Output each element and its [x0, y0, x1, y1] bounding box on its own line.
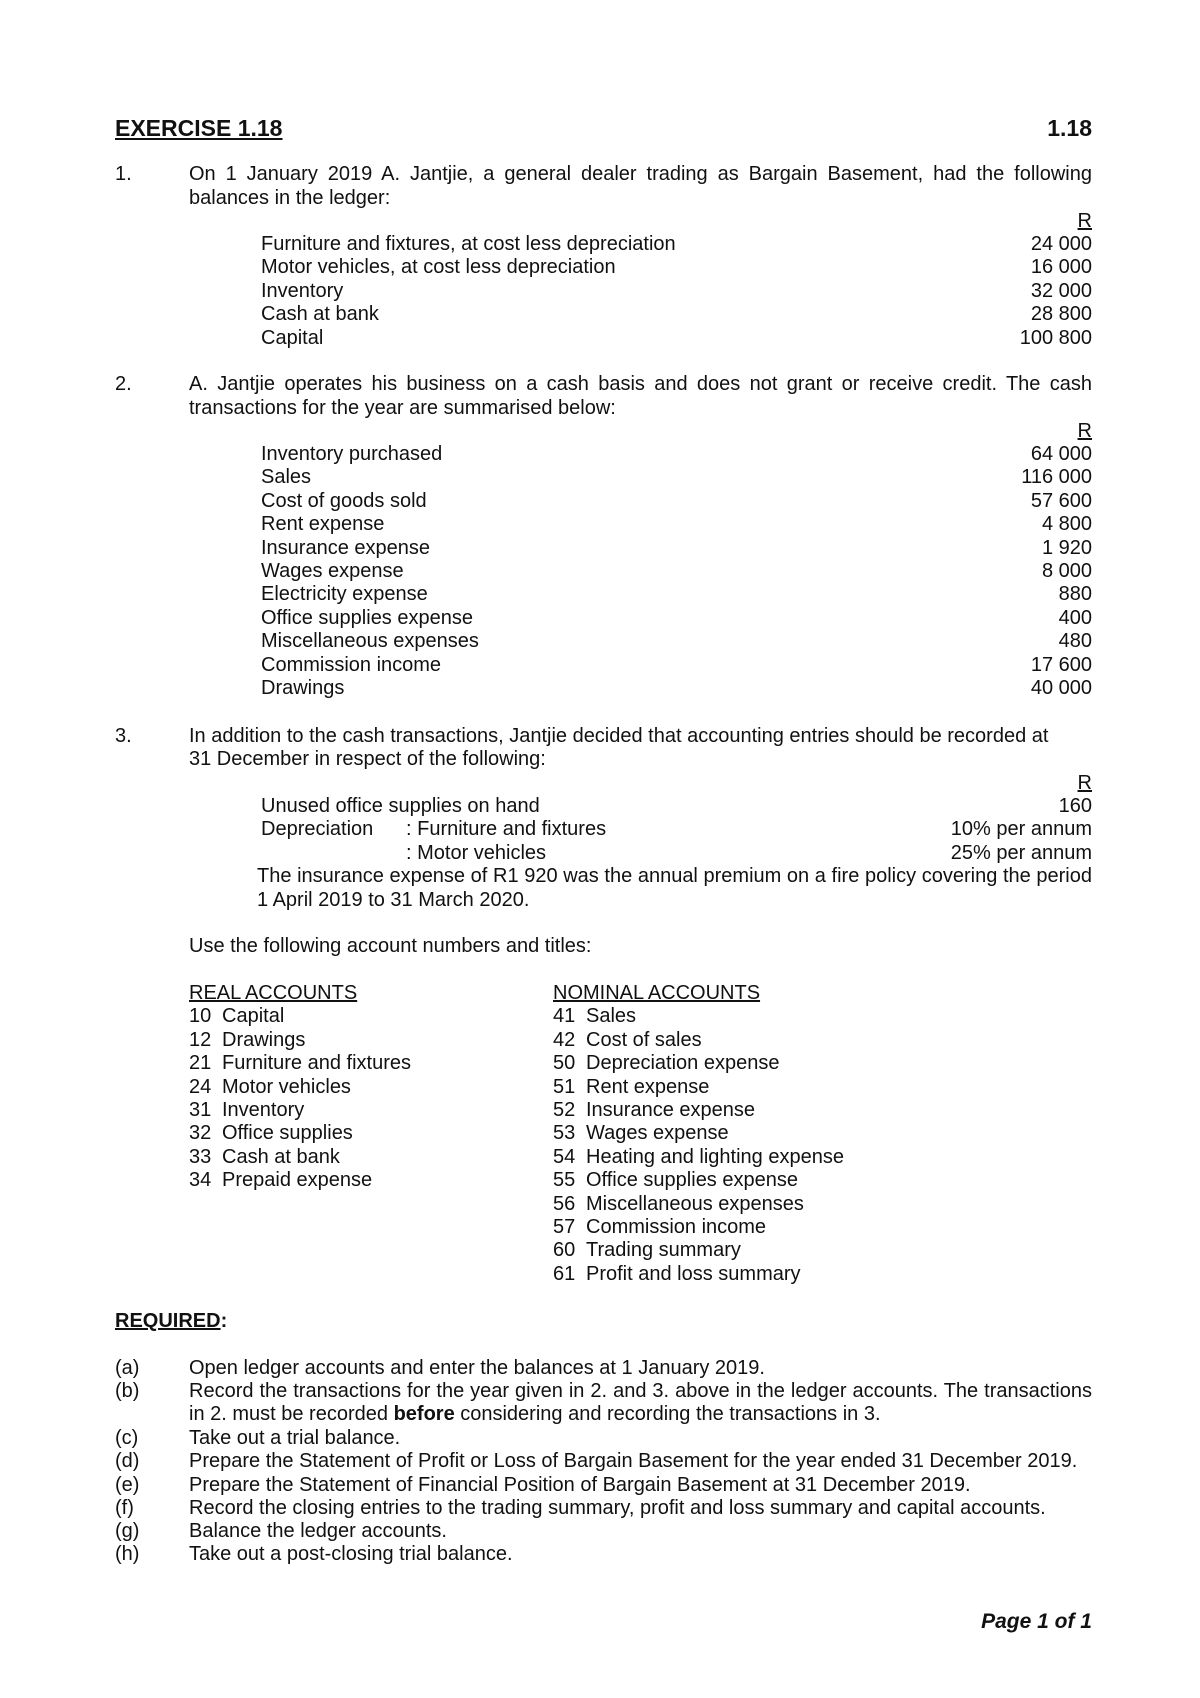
transaction-row: [261, 654, 1092, 678]
transaction-value: 880: [1058, 583, 1092, 606]
nominal-account-item: [553, 1169, 844, 1192]
account-title: Furniture and fixtures: [222, 1052, 411, 1075]
transaction-label: Sales: [261, 466, 312, 489]
nominal-account-item: [553, 1099, 844, 1122]
account-number: 60: [553, 1239, 576, 1262]
balance-row: [261, 303, 1092, 327]
required-item-text: Open ledger accounts and enter the balances at 1 January 2019.: [189, 1357, 765, 1379]
account-title: Sales: [586, 1005, 637, 1028]
transaction-row: [261, 466, 1092, 490]
account-number: 52: [553, 1098, 576, 1121]
balance-value: 24 000: [1030, 233, 1092, 255]
section-1-number: 1.: [115, 163, 132, 185]
required-title: REQUIRED: [115, 1310, 221, 1332]
balance-value: 28 800: [1030, 303, 1092, 326]
required-item-text: Take out a post-closing trial balance.: [189, 1543, 513, 1565]
unused-supplies-label: Unused office supplies on hand: [261, 795, 540, 817]
account-title: Miscellaneous expenses: [586, 1192, 804, 1215]
accounts-intro: Use the following account numbers and titles:: [189, 935, 592, 957]
nominal-account-item: [553, 1052, 844, 1075]
transaction-row: [261, 537, 1092, 561]
account-title: Heating and lighting expense: [586, 1145, 844, 1168]
balance-row: [261, 233, 1092, 257]
account-title: Trading summary: [586, 1239, 741, 1262]
transaction-row: [261, 607, 1092, 631]
nominal-account-item: [553, 1005, 844, 1028]
nominal-accounts-list: [553, 982, 844, 1286]
transaction-row: [261, 677, 1092, 701]
required-item-text: [189, 1380, 1092, 1427]
section-3-text-line1: In addition to the cash transactions, Jantjie decided that accounting entries should be recorded at: [189, 725, 1049, 747]
unused-supplies-row: [261, 795, 1092, 819]
account-number: 61: [553, 1262, 576, 1285]
transaction-row: [261, 513, 1092, 537]
account-title: Capital: [222, 1005, 285, 1028]
account-title: Office supplies expense: [586, 1169, 798, 1192]
nominal-account-item: [553, 1239, 844, 1262]
balance-value: 16 000: [1030, 256, 1092, 279]
required-item-text: Take out a trial balance.: [189, 1427, 401, 1449]
transaction-label: Insurance expense: [261, 536, 431, 559]
account-number: 53: [553, 1122, 576, 1145]
balance-value: 100 800: [1019, 326, 1092, 349]
account-number: 42: [553, 1028, 576, 1051]
account-title: Profit and loss summary: [586, 1262, 801, 1285]
transaction-value: 57 600: [1030, 489, 1092, 512]
account-title: Office supplies: [222, 1122, 353, 1145]
exercise-title: EXERCISE 1.18: [115, 115, 283, 141]
depreciation-label: Depreciation: [261, 818, 374, 840]
nominal-accounts-title: NOMINAL ACCOUNTS: [553, 982, 761, 1004]
balance-label: Inventory: [261, 279, 344, 302]
section-2-currency: R: [1077, 420, 1092, 442]
real-account-item: [189, 1076, 411, 1099]
account-title: Depreciation expense: [586, 1052, 780, 1075]
required-item-key: (f): [115, 1497, 134, 1519]
transaction-value: 64 000: [1030, 443, 1092, 465]
account-number: 55: [553, 1169, 576, 1192]
section-2-number: 2.: [115, 373, 132, 395]
section-3-currency: R: [1077, 772, 1092, 794]
required-colon: :: [220, 1310, 228, 1332]
account-number: 12: [189, 1028, 212, 1051]
section-1-currency: R: [1077, 210, 1092, 232]
account-title: Inventory: [222, 1098, 305, 1121]
transaction-row: [261, 490, 1092, 514]
transaction-row: [261, 630, 1092, 654]
balance-label: Capital: [261, 326, 324, 349]
required-item-text-bold: before: [393, 1403, 455, 1426]
account-number: 34: [189, 1169, 212, 1192]
transaction-row: [261, 443, 1092, 467]
account-number: 50: [553, 1052, 576, 1075]
page-number: Page 1 of 1: [981, 1610, 1092, 1633]
account-number: 51: [553, 1075, 576, 1098]
depreciation-furniture-label: : Furniture and fixtures: [406, 818, 607, 840]
transaction-label: Commission income: [261, 653, 442, 676]
unused-supplies-value: 160: [1058, 795, 1092, 817]
balance-label: Cash at bank: [261, 303, 379, 326]
required-item-text-post: considering and recording the transactions in 3.: [454, 1403, 881, 1426]
required-item-key: (c): [115, 1427, 139, 1449]
account-title: Rent expense: [586, 1075, 710, 1098]
required-item-key: (h): [115, 1543, 140, 1565]
required-item-text-pre: Record the transactions for the year given in 2. and 3. above in the ledger accounts. The transactions in 2. must be recorded: [189, 1380, 1092, 1426]
section-3-number: 3.: [115, 725, 132, 747]
account-number: 10: [189, 1005, 212, 1028]
real-account-item: [189, 1099, 411, 1122]
transaction-value: 17 600: [1030, 653, 1092, 676]
account-title: Drawings: [222, 1028, 306, 1051]
balance-row: [261, 256, 1092, 280]
transaction-label: Drawings: [261, 677, 345, 699]
nominal-account-item: [553, 1216, 844, 1239]
balance-value: 32 000: [1030, 279, 1092, 302]
transaction-label: Office supplies expense: [261, 606, 473, 629]
exercise-header: [115, 115, 1092, 147]
account-title: Commission income: [586, 1215, 767, 1238]
depreciation-furniture-row: [261, 818, 1092, 842]
transaction-row: [261, 583, 1092, 607]
transaction-label: Miscellaneous expenses: [261, 630, 479, 653]
required-item-key: (a): [115, 1357, 140, 1379]
required-item-text: Balance the ledger accounts.: [189, 1520, 447, 1542]
balance-row: [261, 280, 1092, 304]
nominal-account-item: [553, 1263, 844, 1286]
transaction-label: Rent expense: [261, 513, 385, 536]
transaction-label: Inventory purchased: [261, 443, 443, 465]
depreciation-motor-label: : Motor vehicles: [406, 842, 547, 864]
required-item-key: (d): [115, 1450, 140, 1472]
real-accounts-list: [189, 982, 411, 1193]
transaction-value: 40 000: [1030, 677, 1092, 699]
account-number: 31: [189, 1098, 212, 1121]
account-number: 54: [553, 1145, 576, 1168]
real-account-item: [189, 1029, 411, 1052]
account-title: Cash at bank: [222, 1145, 340, 1168]
transaction-row: [261, 560, 1092, 584]
account-title: Motor vehicles: [222, 1075, 351, 1098]
depreciation-motor-rate: 25% per annum: [950, 842, 1092, 864]
transaction-value: 480: [1058, 630, 1092, 653]
balance-label: Motor vehicles, at cost less depreciation: [261, 256, 616, 279]
account-number: 24: [189, 1075, 212, 1098]
exercise-number: 1.18: [1047, 115, 1092, 141]
transaction-value: 4 800: [1041, 513, 1092, 536]
transaction-value: 400: [1058, 606, 1092, 629]
account-title: Wages expense: [586, 1122, 729, 1145]
depreciation-motor-row: [261, 842, 1092, 866]
real-account-item: [189, 1146, 411, 1169]
account-number: 21: [189, 1052, 212, 1075]
nominal-account-item: [553, 1076, 844, 1099]
nominal-account-item: [553, 1122, 844, 1145]
depreciation-furniture-rate: 10% per annum: [950, 818, 1092, 840]
account-title: Prepaid expense: [222, 1169, 373, 1192]
real-account-item: [189, 1169, 411, 1192]
transaction-value: 116 000: [1021, 466, 1092, 489]
required-item-key: (b): [115, 1380, 140, 1402]
nominal-account-item: [553, 1146, 844, 1169]
required-item-key: (e): [115, 1474, 140, 1496]
section-2-text: A. Jantjie operates his business on a cash basis and does not grant or receive credit. The cash transactions for the year are summarised below:: [189, 373, 1092, 419]
required-item-text: Prepare the Statement of Profit or Loss of Bargain Basement for the year ended 31 December 2019.: [189, 1450, 1078, 1472]
required-item-text: Prepare the Statement of Financial Position of Bargain Basement at 31 December 2019.: [189, 1474, 971, 1496]
nominal-account-item: [553, 1193, 844, 1216]
required-heading: [115, 1310, 227, 1333]
account-title: Cost of sales: [586, 1028, 702, 1051]
balance-label: Furniture and fixtures, at cost less depreciation: [261, 233, 676, 255]
transaction-value: 8 000: [1041, 560, 1092, 582]
real-accounts-title: REAL ACCOUNTS: [189, 982, 358, 1004]
transaction-label: Wages expense: [261, 560, 404, 582]
real-account-item: [189, 1005, 411, 1028]
account-number: 33: [189, 1145, 212, 1168]
balance-row: [261, 327, 1092, 351]
section-3-text-line2: 31 December in respect of the following:: [189, 748, 546, 770]
insurance-note: The insurance expense of R1 920 was the annual premium on a fire policy covering the period 1 April 2019 to 31 March 2020.: [257, 865, 1092, 911]
account-title: Insurance expense: [586, 1098, 756, 1121]
required-item-key: (g): [115, 1520, 140, 1542]
nominal-account-item: [553, 1029, 844, 1052]
transaction-label: Cost of goods sold: [261, 489, 427, 512]
section-1-text: On 1 January 2019 A. Jantjie, a general dealer trading as Bargain Basement, had the following balances in the ledger:: [189, 163, 1092, 209]
required-item-text: Record the closing entries to the trading summary, profit and loss summary and capital accounts.: [189, 1497, 1046, 1519]
account-number: 41: [553, 1005, 576, 1028]
transaction-value: 1 920: [1041, 536, 1092, 559]
real-account-item: [189, 1052, 411, 1075]
real-account-item: [189, 1122, 411, 1145]
account-number: 56: [553, 1192, 576, 1215]
transaction-label: Electricity expense: [261, 583, 428, 606]
account-number: 57: [553, 1215, 576, 1238]
account-number: 32: [189, 1122, 212, 1145]
